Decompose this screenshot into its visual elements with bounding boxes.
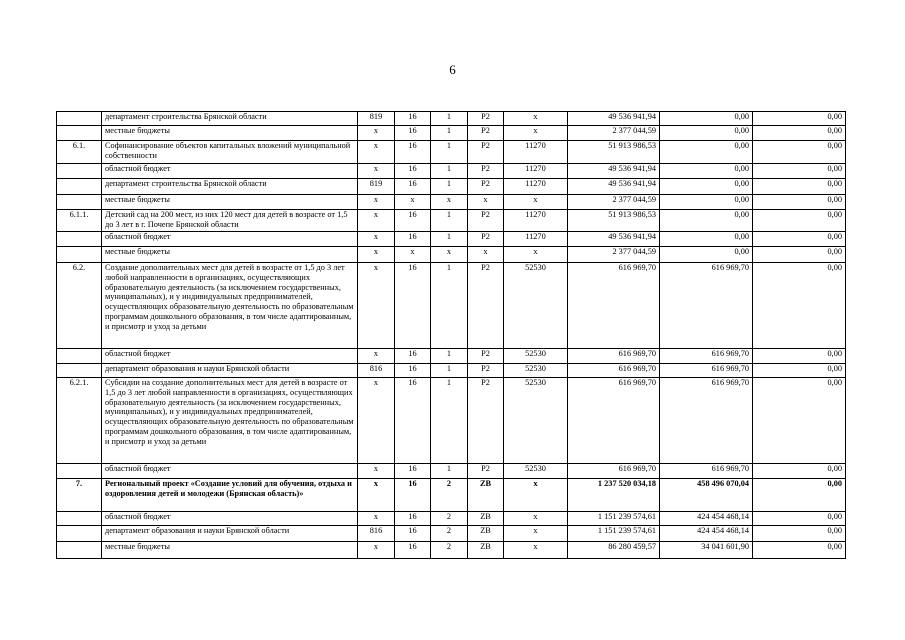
row-number-cell: 6.1.1. bbox=[57, 210, 102, 232]
row-name-cell: областной бюджет bbox=[102, 349, 358, 364]
code-cell: P2 bbox=[468, 263, 504, 349]
row-name-cell: местные бюджеты bbox=[102, 126, 358, 141]
code-cell: ZB bbox=[468, 526, 504, 542]
amount-cell: 0,00 bbox=[753, 364, 846, 378]
table-row bbox=[57, 141, 846, 164]
code-cell: 16 bbox=[395, 164, 431, 179]
row-name-cell: областной бюджет bbox=[102, 512, 358, 526]
amount-cell: 616 969,70 bbox=[568, 364, 660, 378]
row-number-cell bbox=[57, 232, 102, 247]
row-number-cell bbox=[57, 526, 102, 542]
code-cell: P2 bbox=[468, 179, 504, 195]
amount-cell: 0,00 bbox=[753, 179, 846, 195]
row-number-cell: 7. bbox=[57, 479, 102, 512]
amount-cell: 1 151 239 574,61 bbox=[568, 512, 660, 526]
code-cell: x bbox=[358, 479, 395, 512]
row-number-cell bbox=[57, 126, 102, 141]
row-name-cell: Создание дополнительных мест для детей в возрасте от 1,5 до 3 лет любой направленности в организациях, осуществляющих образовательную деятельность (за исключением государственных, муниципальных), и у индивидуальных предпринимателей, осуществляющих образовательную деятельность по образовательным программам дошкольного образования, в том числе адаптированным, и присмотр и уход за детьми bbox=[102, 263, 358, 349]
code-cell: 16 bbox=[395, 232, 431, 247]
code-cell: x bbox=[358, 263, 395, 349]
amount-cell: 0,00 bbox=[753, 479, 846, 512]
row-number-cell: 6.2.1. bbox=[57, 378, 102, 464]
table-row bbox=[57, 232, 846, 247]
amount-cell: 2 377 044,59 bbox=[568, 126, 660, 141]
code-cell: x bbox=[358, 247, 395, 263]
code-cell: 16 bbox=[395, 542, 431, 559]
code-cell: 11270 bbox=[504, 141, 568, 164]
row-number-cell bbox=[57, 464, 102, 479]
table-row bbox=[57, 364, 846, 378]
code-cell: 52530 bbox=[504, 263, 568, 349]
code-cell: x bbox=[504, 195, 568, 210]
amount-cell: 0,00 bbox=[660, 195, 753, 210]
table-row bbox=[57, 179, 846, 195]
code-cell: 1 bbox=[431, 164, 468, 179]
amount-cell: 0,00 bbox=[660, 247, 753, 263]
code-cell: x bbox=[431, 247, 468, 263]
code-cell: 16 bbox=[395, 364, 431, 378]
code-cell: 11270 bbox=[504, 232, 568, 247]
table-row bbox=[57, 195, 846, 210]
budget-table bbox=[56, 111, 846, 559]
row-name-cell: департамент образования и науки Брянской области bbox=[102, 364, 358, 378]
amount-cell: 424 454 468,14 bbox=[660, 526, 753, 542]
row-number-cell: 6.2. bbox=[57, 263, 102, 349]
code-cell: P2 bbox=[468, 112, 504, 126]
amount-cell: 2 377 044,59 bbox=[568, 195, 660, 210]
code-cell: 1 bbox=[431, 141, 468, 164]
amount-cell: 424 454 468,14 bbox=[660, 512, 753, 526]
amount-cell: 616 969,70 bbox=[660, 364, 753, 378]
code-cell: x bbox=[358, 542, 395, 559]
table-row bbox=[57, 542, 846, 559]
code-cell: x bbox=[358, 349, 395, 364]
code-cell: x bbox=[395, 247, 431, 263]
row-number-cell bbox=[57, 164, 102, 179]
table-row bbox=[57, 512, 846, 526]
code-cell: 52530 bbox=[504, 349, 568, 364]
amount-cell: 0,00 bbox=[660, 210, 753, 232]
table-row bbox=[57, 263, 846, 349]
amount-cell: 0,00 bbox=[753, 232, 846, 247]
amount-cell: 49 536 941,94 bbox=[568, 164, 660, 179]
amount-cell: 34 041 601,90 bbox=[660, 542, 753, 559]
code-cell: x bbox=[358, 512, 395, 526]
row-name-cell: местные бюджеты bbox=[102, 247, 358, 263]
code-cell: 16 bbox=[395, 263, 431, 349]
amount-cell: 51 913 986,53 bbox=[568, 141, 660, 164]
row-name-cell: областной бюджет bbox=[102, 164, 358, 179]
code-cell: x bbox=[395, 195, 431, 210]
table-row bbox=[57, 112, 846, 126]
amount-cell: 0,00 bbox=[660, 179, 753, 195]
table-row bbox=[57, 526, 846, 542]
amount-cell: 2 377 044,59 bbox=[568, 247, 660, 263]
code-cell: P2 bbox=[468, 378, 504, 464]
code-cell: 16 bbox=[395, 112, 431, 126]
code-cell: x bbox=[358, 378, 395, 464]
code-cell: x bbox=[358, 141, 395, 164]
code-cell: 819 bbox=[358, 112, 395, 126]
table-row bbox=[57, 247, 846, 263]
row-name-cell: Региональный проект «Создание условий для обучения, отдыха и оздоровления детей и молодежи (Брянская область)» bbox=[102, 479, 358, 512]
table-row bbox=[57, 126, 846, 141]
amount-cell: 458 496 070,04 bbox=[660, 479, 753, 512]
code-cell: x bbox=[358, 195, 395, 210]
code-cell: 2 bbox=[431, 526, 468, 542]
row-number-cell bbox=[57, 364, 102, 378]
code-cell: x bbox=[504, 479, 568, 512]
code-cell: 1 bbox=[431, 364, 468, 378]
amount-cell: 0,00 bbox=[660, 164, 753, 179]
amount-cell: 0,00 bbox=[753, 349, 846, 364]
row-name-cell: департамент строительства Брянской области bbox=[102, 112, 358, 126]
amount-cell: 616 969,70 bbox=[568, 349, 660, 364]
row-number-cell bbox=[57, 112, 102, 126]
table-row bbox=[57, 349, 846, 364]
code-cell: 1 bbox=[431, 232, 468, 247]
code-cell: 52530 bbox=[504, 378, 568, 464]
code-cell: 16 bbox=[395, 141, 431, 164]
table-row bbox=[57, 479, 846, 512]
code-cell: 11270 bbox=[504, 210, 568, 232]
amount-cell: 0,00 bbox=[753, 164, 846, 179]
code-cell: 52530 bbox=[504, 364, 568, 378]
code-cell: 16 bbox=[395, 479, 431, 512]
code-cell: 1 bbox=[431, 263, 468, 349]
amount-cell: 0,00 bbox=[753, 378, 846, 464]
amount-cell: 0,00 bbox=[753, 126, 846, 141]
amount-cell: 0,00 bbox=[753, 195, 846, 210]
amount-cell: 0,00 bbox=[753, 112, 846, 126]
row-name-cell: Софинансирование объектов капитальных вложений муниципальной собственности bbox=[102, 141, 358, 164]
row-name-cell: Детский сад на 200 мест, из них 120 мест для детей в возрасте от 1,5 до 3 лет в г. Почепе Брянской области bbox=[102, 210, 358, 232]
code-cell: x bbox=[504, 542, 568, 559]
amount-cell: 616 969,70 bbox=[660, 349, 753, 364]
code-cell: 2 bbox=[431, 542, 468, 559]
code-cell: 52530 bbox=[504, 464, 568, 479]
code-cell: 16 bbox=[395, 179, 431, 195]
amount-cell: 616 969,70 bbox=[568, 464, 660, 479]
code-cell: x bbox=[358, 126, 395, 141]
code-cell: x bbox=[468, 195, 504, 210]
amount-cell: 0,00 bbox=[660, 126, 753, 141]
code-cell: 1 bbox=[431, 378, 468, 464]
code-cell: 819 bbox=[358, 179, 395, 195]
amount-cell: 0,00 bbox=[753, 464, 846, 479]
code-cell: 16 bbox=[395, 526, 431, 542]
code-cell: x bbox=[468, 247, 504, 263]
row-number-cell bbox=[57, 247, 102, 263]
code-cell: x bbox=[504, 526, 568, 542]
amount-cell: 1 237 520 034,18 bbox=[568, 479, 660, 512]
code-cell: x bbox=[358, 464, 395, 479]
amount-cell: 0,00 bbox=[660, 232, 753, 247]
row-name-cell: местные бюджеты bbox=[102, 542, 358, 559]
amount-cell: 616 969,70 bbox=[660, 378, 753, 464]
row-number-cell: 6.1. bbox=[57, 141, 102, 164]
row-name-cell: местные бюджеты bbox=[102, 195, 358, 210]
code-cell: 1 bbox=[431, 112, 468, 126]
code-cell: 1 bbox=[431, 126, 468, 141]
row-number-cell bbox=[57, 542, 102, 559]
code-cell: 11270 bbox=[504, 164, 568, 179]
code-cell: 2 bbox=[431, 479, 468, 512]
code-cell: 816 bbox=[358, 364, 395, 378]
budget-table-body bbox=[57, 112, 846, 559]
amount-cell: 616 969,70 bbox=[660, 464, 753, 479]
code-cell: P2 bbox=[468, 349, 504, 364]
amount-cell: 0,00 bbox=[753, 542, 846, 559]
code-cell: P2 bbox=[468, 232, 504, 247]
amount-cell: 0,00 bbox=[753, 247, 846, 263]
amount-cell: 49 536 941,94 bbox=[568, 112, 660, 126]
amount-cell: 49 536 941,94 bbox=[568, 232, 660, 247]
table-row bbox=[57, 164, 846, 179]
table-row bbox=[57, 464, 846, 479]
code-cell: P2 bbox=[468, 464, 504, 479]
amount-cell: 0,00 bbox=[660, 112, 753, 126]
code-cell: 816 bbox=[358, 526, 395, 542]
table-row bbox=[57, 210, 846, 232]
row-number-cell bbox=[57, 179, 102, 195]
row-name-cell: Субсидии на создание дополнительных мест для детей в возрасте от 1,5 до 3 лет любой направленности в организациях, осуществляющих образовательную деятельность (за исключением государственных, муниципальных), и у индивидуальных предпринимателей, осуществляющих образовательную деятельность по образовательным программам дошкольного образования, в том числе адаптированным, и присмотр и уход за детьми bbox=[102, 378, 358, 464]
table-row bbox=[57, 378, 846, 464]
amount-cell: 0,00 bbox=[753, 141, 846, 164]
code-cell: 16 bbox=[395, 512, 431, 526]
amount-cell: 0,00 bbox=[753, 512, 846, 526]
row-name-cell: департамент строительства Брянской области bbox=[102, 179, 358, 195]
code-cell: x bbox=[504, 112, 568, 126]
code-cell: x bbox=[358, 210, 395, 232]
amount-cell: 49 536 941,94 bbox=[568, 179, 660, 195]
code-cell: 16 bbox=[395, 126, 431, 141]
code-cell: 1 bbox=[431, 179, 468, 195]
amount-cell: 616 969,70 bbox=[568, 263, 660, 349]
code-cell: 16 bbox=[395, 464, 431, 479]
code-cell: 1 bbox=[431, 210, 468, 232]
code-cell: 11270 bbox=[504, 179, 568, 195]
amount-cell: 51 913 986,53 bbox=[568, 210, 660, 232]
code-cell: ZB bbox=[468, 512, 504, 526]
amount-cell: 616 969,70 bbox=[568, 378, 660, 464]
row-number-cell bbox=[57, 512, 102, 526]
code-cell: 2 bbox=[431, 512, 468, 526]
code-cell: x bbox=[504, 512, 568, 526]
row-name-cell: областной бюджет bbox=[102, 464, 358, 479]
code-cell: P2 bbox=[468, 210, 504, 232]
code-cell: 1 bbox=[431, 349, 468, 364]
code-cell: 1 bbox=[431, 464, 468, 479]
amount-cell: 1 151 239 574,61 bbox=[568, 526, 660, 542]
amount-cell: 0,00 bbox=[753, 526, 846, 542]
code-cell: 16 bbox=[395, 210, 431, 232]
amount-cell: 616 969,70 bbox=[660, 263, 753, 349]
code-cell: P2 bbox=[468, 141, 504, 164]
amount-cell: 0,00 bbox=[753, 263, 846, 349]
row-name-cell: департамент образования и науки Брянской области bbox=[102, 526, 358, 542]
code-cell: ZB bbox=[468, 479, 504, 512]
code-cell: P2 bbox=[468, 126, 504, 141]
code-cell: P2 bbox=[468, 164, 504, 179]
row-number-cell bbox=[57, 195, 102, 210]
amount-cell: 0,00 bbox=[660, 141, 753, 164]
page-number: 6 bbox=[449, 62, 456, 77]
amount-cell: 0,00 bbox=[753, 210, 846, 232]
code-cell: x bbox=[431, 195, 468, 210]
amount-cell: 86 280 459,57 bbox=[568, 542, 660, 559]
code-cell: 16 bbox=[395, 349, 431, 364]
code-cell: x bbox=[358, 164, 395, 179]
code-cell: x bbox=[358, 232, 395, 247]
code-cell: x bbox=[504, 126, 568, 141]
code-cell: 16 bbox=[395, 378, 431, 464]
row-number-cell bbox=[57, 349, 102, 364]
code-cell: x bbox=[504, 247, 568, 263]
row-name-cell: областной бюджет bbox=[102, 232, 358, 247]
code-cell: ZB bbox=[468, 542, 504, 559]
code-cell: P2 bbox=[468, 364, 504, 378]
